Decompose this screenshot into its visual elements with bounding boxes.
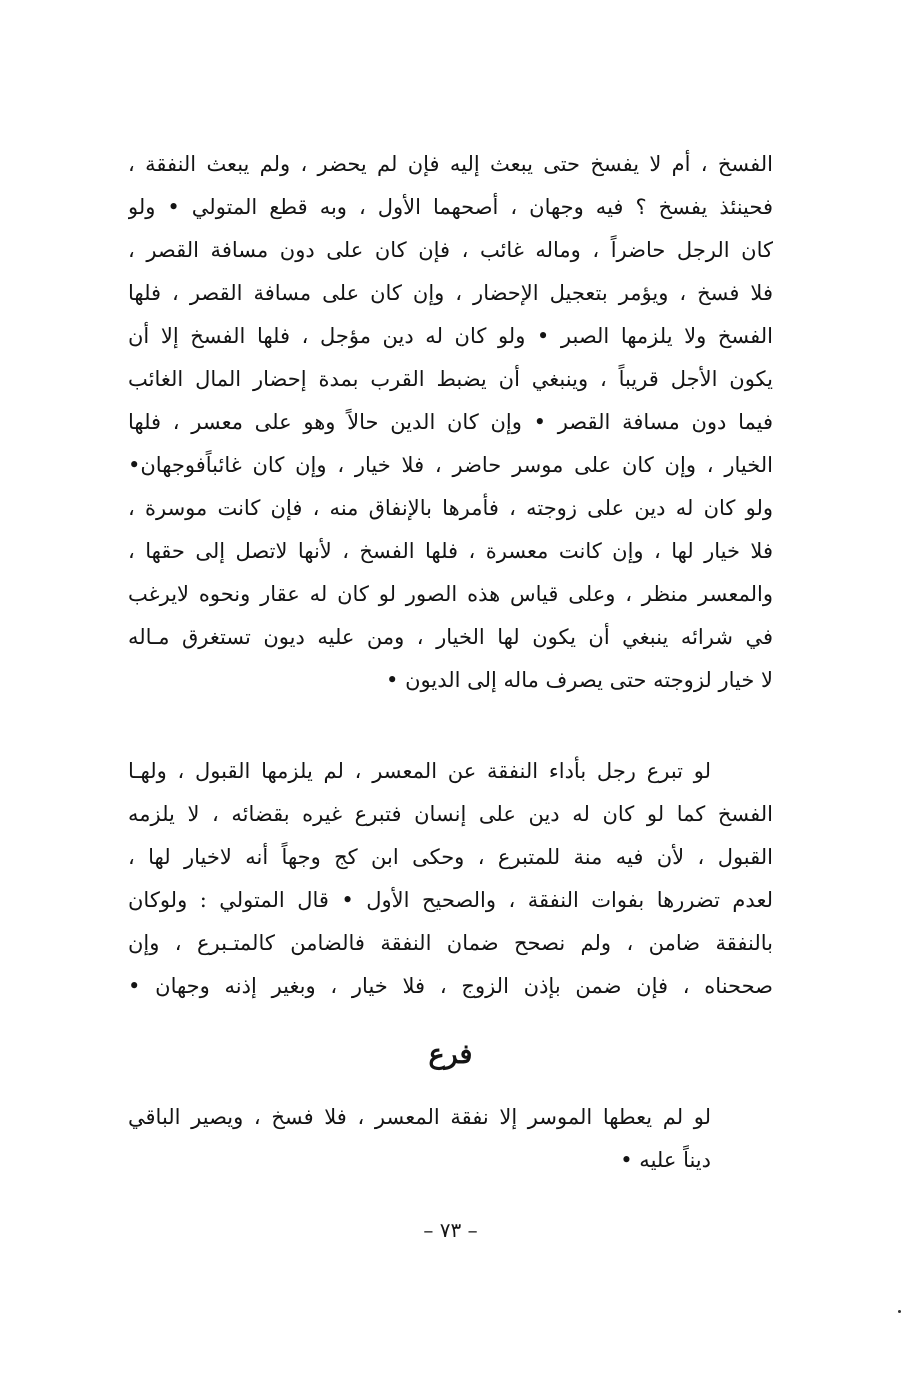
text-line: القبول ، لأن فيه منة للمتبرع ، وحكى ابن كج وجهاً أنه لاخيار لها ، xyxy=(128,845,773,869)
text-line: لو لم يعطها الموسر إلا نفقة المعسر ، فلا فسخ ، ويصير الباقي xyxy=(128,1105,711,1129)
text-line: يكون الأجل قريباً ، وينبغي أن يضبط القرب بمدة إحضار المال الغائب xyxy=(128,367,773,391)
text-line: الفسخ ولا يلزمها الصبر • ولو كان له دين مؤجل ، فلها الفسخ إلا أن xyxy=(128,324,773,348)
scan-dot-mark xyxy=(898,1310,901,1313)
text-line: الخيار ، وإن كان على موسر حاضر ، فلا خيار ، وإن كان غائباًفوجهان• xyxy=(128,453,773,477)
page-number: – ٧٣ – xyxy=(423,1218,478,1242)
paragraph-2 xyxy=(128,750,773,1008)
text-line: في شرائه ينبغي أن يكون لها الخيار ، ومن عليه ديون تستغرق مـاله xyxy=(128,625,773,649)
paragraph-3 xyxy=(128,1096,773,1182)
text-line: لا خيار لزوجته حتى يصرف ماله إلى الديون • xyxy=(386,668,773,692)
text-line: ديناً عليه • xyxy=(620,1148,711,1172)
text-line: ولو كان له دين على زوجته ، فأمرها بالإنفاق منه ، فإن كانت موسرة ، xyxy=(128,496,773,520)
text-line: لعدم تضررها بفوات النفقة ، والصحيح الأول • قال المتولي : ولوكان xyxy=(128,888,773,912)
text-line: والمعسر منظر ، وعلى قياس هذه الصور لو كان له عقار ونحوه لايرغب xyxy=(128,582,773,606)
paragraph-1 xyxy=(128,143,773,702)
section-heading: فرع xyxy=(428,1039,473,1070)
text-line: صححناه ، فإن ضمن بإذن الزوج ، فلا خيار ، وبغير إذنه وجهان • xyxy=(128,974,773,998)
text-line: فحينئذ يفسخ ؟ فيه وجهان ، أصحهما الأول ، وبه قطع المتولي • ولو xyxy=(128,195,773,219)
text-line: فلا خيار لها ، وإن كانت معسرة ، فلها الفسخ ، لأنها لاتصل إلى حقها ، xyxy=(128,539,773,563)
text-line: الفسخ كما لو كان له دين على إنسان فتبرع غيره بقضائه ، لا يلزمه xyxy=(128,802,773,826)
text-line: كان الرجل حاضراً ، وماله غائب ، فإن كان على دون مسافة القصر ، xyxy=(128,238,773,262)
text-line: فلا فسخ ، ويؤمر بتعجيل الإحضار ، وإن كان على مسافة القصر ، فلها xyxy=(128,281,773,305)
text-line: الفسخ ، أم لا يفسخ حتى يبعث إليه فإن لم يحضر ، ولم يبعث النفقة ، xyxy=(128,152,773,176)
text-line: فيما دون مسافة القصر • وإن كان الدين حالاً وهو على معسر ، فلها xyxy=(128,410,773,434)
text-line: بالنفقة ضامن ، ولم نصحح ضمان النفقة فالضامن كالمتـبرع ، وإن xyxy=(128,931,773,955)
text-line: لو تبرع رجل بأداء النفقة عن المعسر ، لم يلزمها القبول ، ولهـا xyxy=(128,759,711,783)
